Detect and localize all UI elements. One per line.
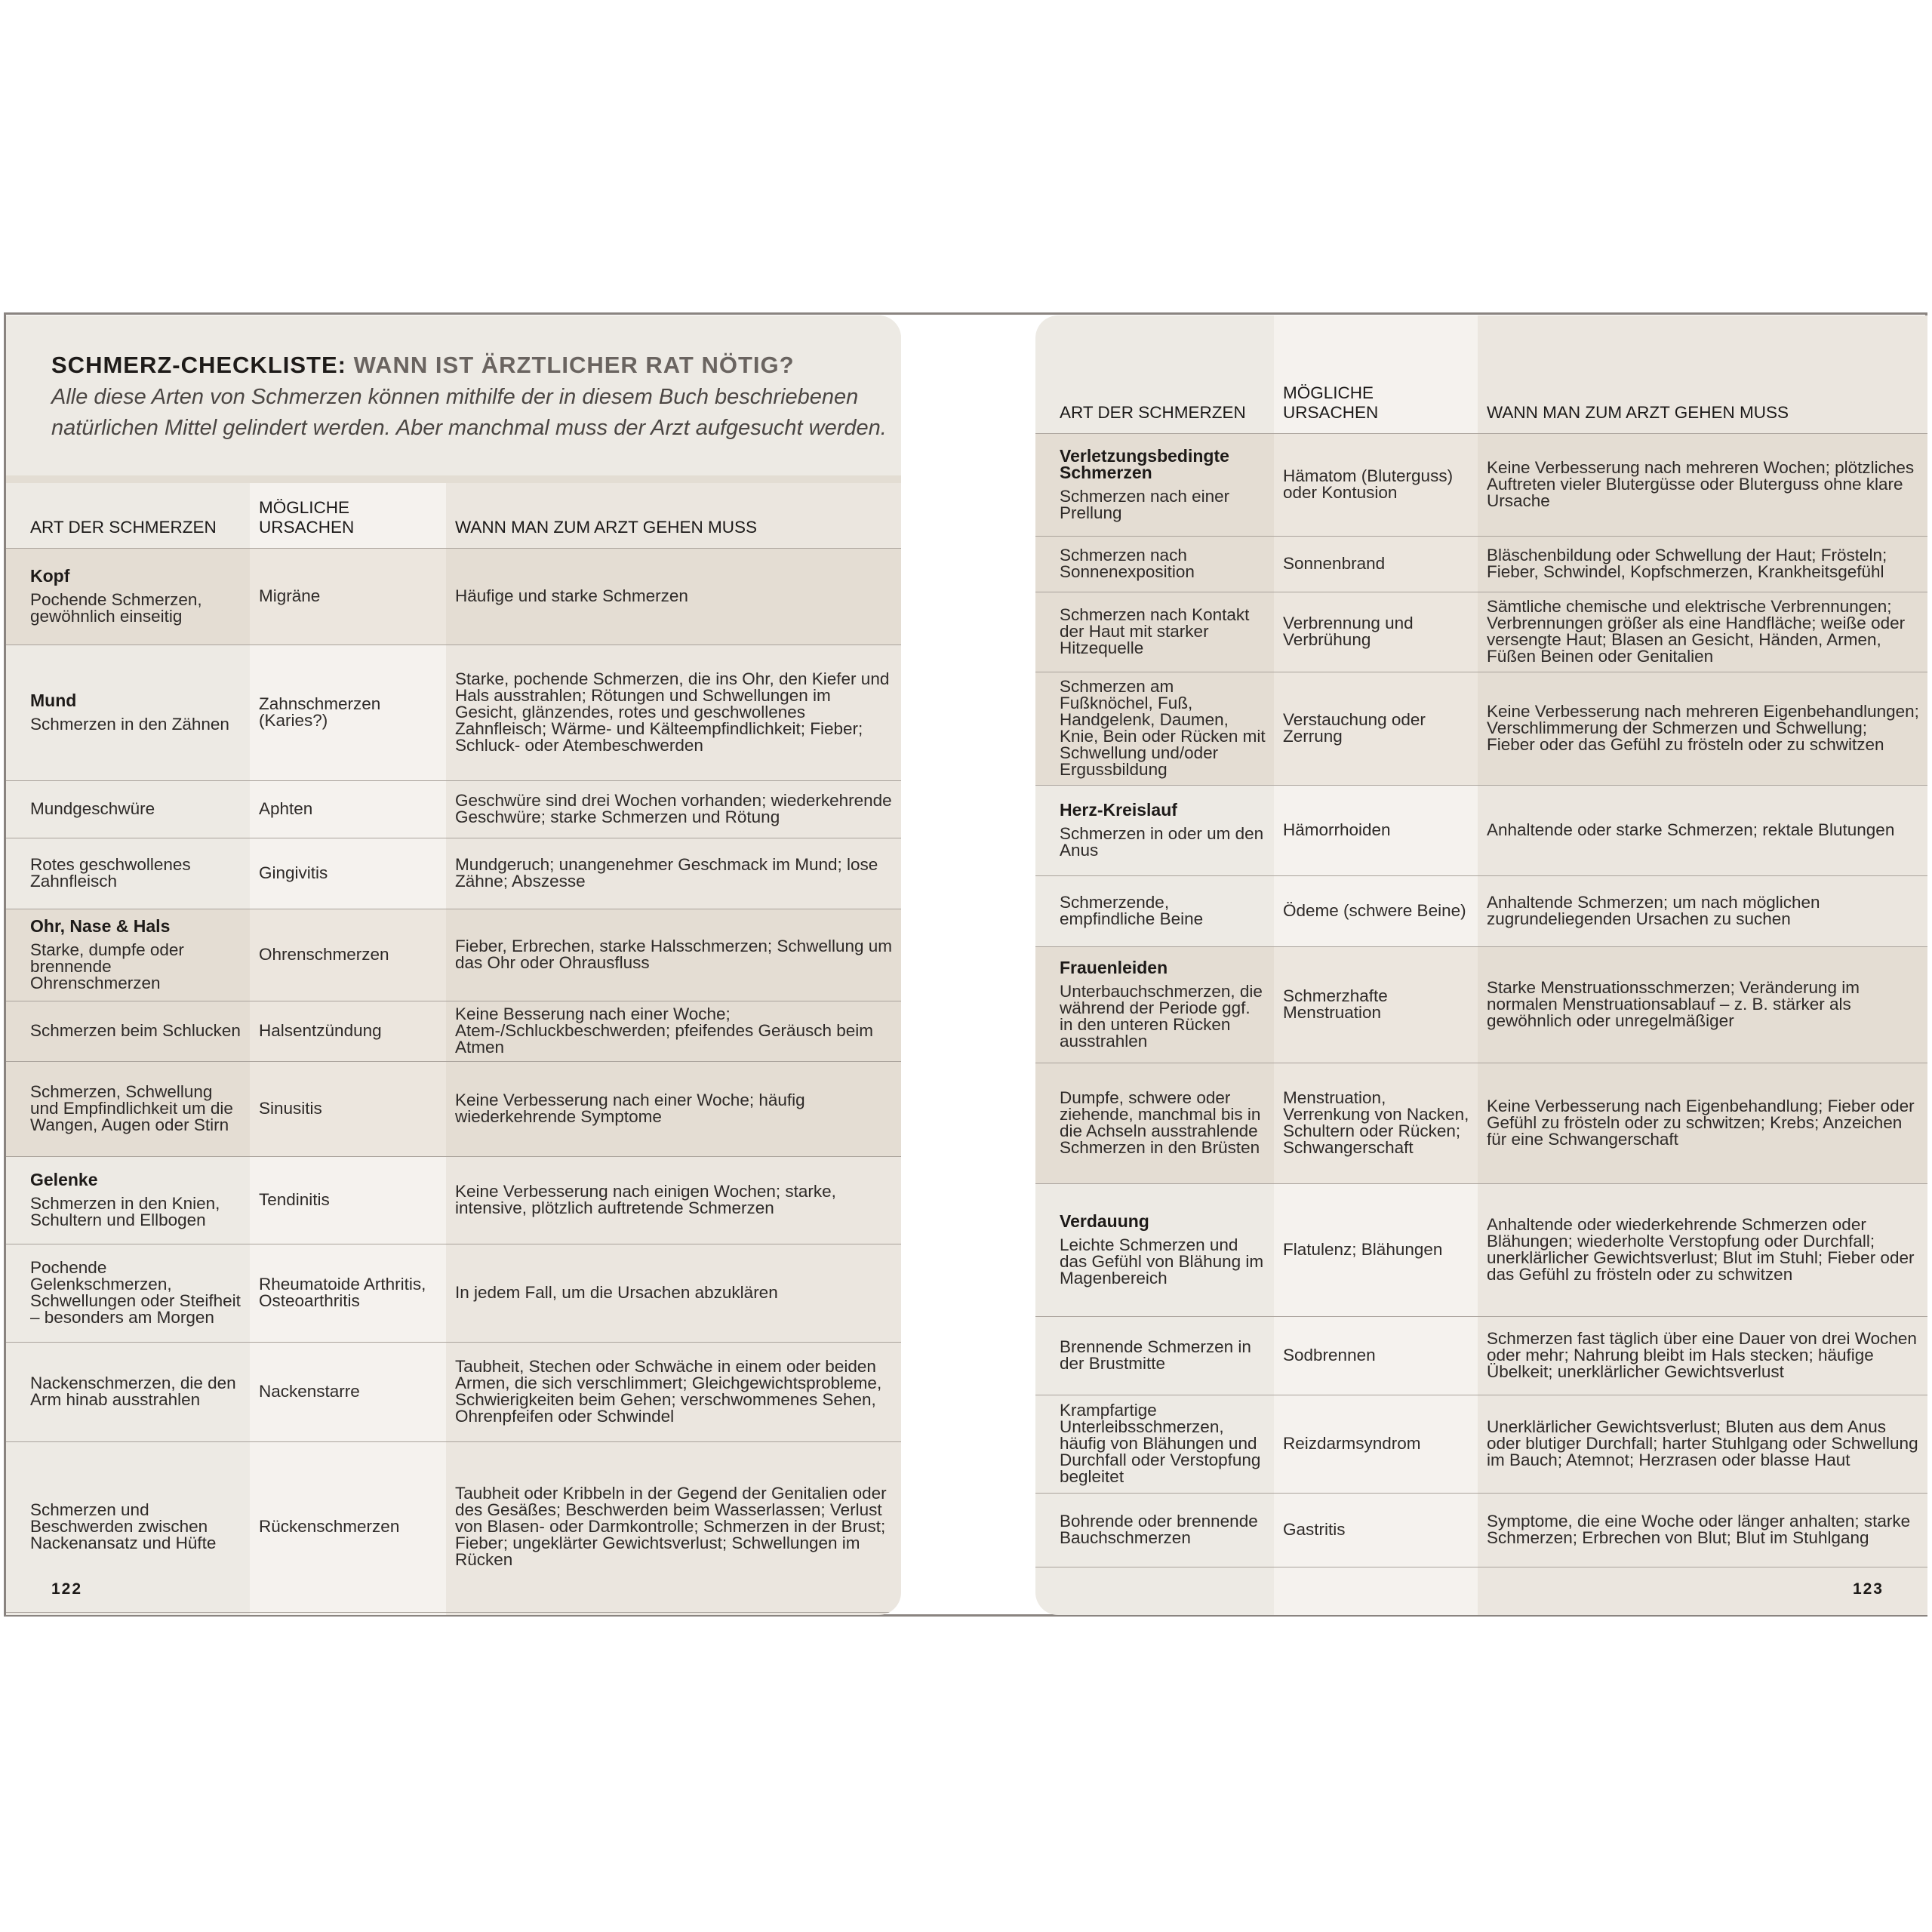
cell-arzt: Fieber, Erbrechen, starke Halsschmerzen; Schwellung um das Ohr oder Ohrausfluss — [446, 909, 901, 1001]
cell-art — [6, 780, 250, 838]
cell-arzt: Sämtliche chemische und elektrische Verbrennungen; Verbrennungen größer als eine Handfläche; weiße oder versengte Haut; Blasen an Gesicht, Händen, Armen, Füßen Beinen oder Genitalien — [1478, 592, 1927, 672]
category-label: Verletzungsbedingte Schmerzen — [1060, 446, 1229, 482]
page-number-right: 123 — [1852, 1580, 1884, 1598]
cell-ursache: Ohrenschmerzen — [250, 909, 446, 1001]
category-label: Frauenleiden — [1060, 958, 1168, 977]
table-header-row — [6, 483, 901, 548]
cell-ursache: Hämorrhoiden — [1274, 785, 1478, 875]
cell-art — [6, 1244, 250, 1342]
cell-ursache: Verbrennung und Verbrühung — [1274, 592, 1478, 672]
cell-ursache: Gastritis — [1274, 1493, 1478, 1567]
cell-arzt: Keine Verbesserung nach mehreren Eigenbehandlungen; Verschlimmerung der Schmerzen und Schwellung; Fieber oder das Gefühl zu frösteln oder zu schwitzen — [1478, 672, 1927, 785]
cell-ursache: Sonnenbrand — [1274, 536, 1478, 592]
page-title — [51, 350, 901, 380]
cell-art — [6, 1001, 250, 1061]
pain-type-text: Nackenschmerzen, die den Arm hinab ausstrahlen — [30, 1374, 236, 1409]
pain-type-text: Schmerzen, Schwellung und Empfindlichkeit um die Wangen, Augen oder Stirn — [30, 1082, 233, 1134]
right-pain-table — [1035, 315, 1927, 1567]
category-label: Mund — [30, 691, 77, 710]
pain-type-text: Bohrende oder brennende Bauchschmerzen — [1060, 1512, 1258, 1547]
table-row — [1035, 672, 1927, 785]
category-label: Herz-Kreislauf — [1060, 800, 1177, 820]
cell-ursache: Sodbrennen — [1274, 1316, 1478, 1395]
cell-art — [1035, 536, 1274, 592]
right-page — [1035, 315, 1927, 1615]
header-arzt: WANN MAN ZUM ARZT GEHEN MUSS — [446, 483, 901, 548]
cell-arzt: In jedem Fall, um die Ursachen abzuklären — [446, 1244, 901, 1342]
header-ursachen: MÖGLICHE URSACHEN — [250, 483, 446, 548]
cell-ursache: Schmerzhafte Menstruation — [1274, 946, 1478, 1063]
cell-art — [1035, 875, 1274, 946]
cell-art — [1035, 592, 1274, 672]
cell-art — [6, 1061, 250, 1156]
cell-ursache: Reizdarmsyndrom — [1274, 1395, 1478, 1493]
table-row — [6, 780, 901, 838]
table-row — [6, 1342, 901, 1441]
category-label: Gelenke — [30, 1170, 98, 1189]
pain-type-text: Schmerzen am Fußknöchel, Fuß, Handgelenk, Daumen, Knie, Bein oder Rücken mit Schwellung und/oder Ergussbildung — [1060, 677, 1266, 779]
pain-type-text: Schmerzen und Beschwerden zwischen Nackenansatz und Hüfte — [30, 1500, 217, 1552]
cell-art — [1035, 672, 1274, 785]
cell-arzt: Anhaltende Schmerzen; um nach möglichen zugrundeliegenden Ursachen zu suchen — [1478, 875, 1927, 946]
pain-type-text: Krampfartige Unterleibsschmerzen, häufig von Blähungen und Durchfall oder Verstopfung begleitet — [1060, 1401, 1261, 1486]
cell-ursache: Menstruation, Verrenkung von Nacken, Schultern oder Rücken; Schwangerschaft — [1274, 1063, 1478, 1183]
pain-type-text: Pochende Schmerzen, gewöhnlich einseitig — [30, 590, 202, 626]
cell-art — [1035, 1316, 1274, 1395]
cell-arzt: Starke Menstruationsschmerzen; Veränderung im normalen Menstruationsablauf – z. B. stärker als gewöhnlich oder unregelmäßiger — [1478, 946, 1927, 1063]
cell-arzt: Keine Verbesserung nach mehreren Wochen; plötzliches Auftreten vieler Blutergüsse oder Bluterguss ohne klare Ursache — [1478, 433, 1927, 536]
table-row — [1035, 1183, 1927, 1316]
cell-art — [1035, 1183, 1274, 1316]
left-page — [6, 315, 901, 1615]
pain-type-text: Schmerzen nach einer Prellung — [1060, 487, 1230, 522]
table-row — [6, 548, 901, 645]
cell-ursache: Rheumatoide Arthritis, Osteoarthritis — [250, 1244, 446, 1342]
cell-ursache: Tendinitis — [250, 1156, 446, 1244]
cell-art — [6, 909, 250, 1001]
pain-type-text: Schmerzen in oder um den Anus — [1060, 824, 1264, 860]
table-row — [6, 1441, 901, 1612]
cell-arzt: Anhaltende oder starke Schmerzen; rektale Blutungen — [1478, 785, 1927, 875]
pain-type-text: Mundgeschwüre — [30, 799, 155, 818]
page-subtitle: Alle diese Arten von Schmerzen können mithilfe der in diesem Buch beschriebenen natürlichen Mittel gelindert werden. Aber manchmal muss der Arzt aufgesucht werden. — [51, 385, 887, 440]
cell-arzt: Mundgeruch; unangenehmer Geschmack im Mund; lose Zähne; Abszesse — [446, 838, 901, 909]
cell-arzt: Bläschenbildung oder Schwellung der Haut; Frösteln; Fieber, Schwindel, Kopfschmerzen, Krankheitsgefühl — [1478, 536, 1927, 592]
cell-arzt: Geschwüre sind drei Wochen vorhanden; wiederkehrende Geschwüre; starke Schmerzen und Rötung — [446, 780, 901, 838]
cell-ursache: Rückenschmerzen — [250, 1441, 446, 1612]
cell-art — [6, 1441, 250, 1612]
cell-arzt: Starke, pochende Schmerzen, die ins Ohr, den Kiefer und Hals ausstrahlen; Rötungen und Schwellungen im Gesicht, glänzendes, rotes und geschwollenes Zahnfleisch; Wärme- und Kälteempfindlichkeit; Fieber; Schluck- oder Atembeschwerden — [446, 645, 901, 780]
table-row — [1035, 875, 1927, 946]
pain-type-text: Dumpfe, schwere oder ziehende, manchmal bis in die Achseln ausstrahlende Schmerzen in den Brüsten — [1060, 1088, 1261, 1157]
cell-arzt: Häufige und starke Schmerzen — [446, 548, 901, 645]
table-row — [6, 1156, 901, 1244]
cell-art — [1035, 946, 1274, 1063]
table-row — [6, 909, 901, 1001]
pain-type-text: Schmerzen beim Schlucken — [30, 1021, 241, 1040]
cell-arzt: Keine Besserung nach einer Woche; Atem-/Schluckbeschwerden; pfeifendes Geräusch beim Atmen — [446, 1001, 901, 1061]
pain-type-text: Schmerzende, empfindliche Beine — [1060, 893, 1204, 928]
header-art: ART DER SCHMERZEN — [6, 483, 250, 548]
pain-type-text: Starke, dumpfe oder brennende Ohrenschmerzen — [30, 940, 184, 992]
table-row — [1035, 536, 1927, 592]
table-row — [6, 838, 901, 909]
pain-type-text: Brennende Schmerzen in der Brustmitte — [1060, 1337, 1251, 1373]
cell-arzt: Taubheit, Stechen oder Schwäche in einem oder beiden Armen, die sich verschlimmert; Gleichgewichtsprobleme, Schwierigkeiten beim Gehen; verschwommenes Sehen, Ohrenpfeifen oder Schwindel — [446, 1342, 901, 1441]
page-number-left: 122 — [51, 1580, 83, 1598]
table-header-row — [1035, 315, 1927, 433]
pain-type-text: Rotes geschwollenes Zahnfleisch — [30, 855, 191, 891]
table-row — [1035, 433, 1927, 536]
table-row — [6, 1001, 901, 1061]
cell-arzt: Unerklärlicher Gewichtsverlust; Bluten aus dem Anus oder blutiger Durchfall; harter Stuhlgang oder Schwellung im Bauch; Atemnot; Herzrasen oder blasse Haut — [1478, 1395, 1927, 1493]
cell-art — [6, 1342, 250, 1441]
cell-arzt: Keine Verbesserung nach Eigenbehandlung; Fieber oder Gefühl zu frösteln oder zu schwitzen; Krebs; Anzeichen für eine Schwangerschaft — [1478, 1063, 1927, 1183]
cell-ursache: Halsentzündung — [250, 1001, 446, 1061]
title-main: SCHMERZ-CHECKLISTE: — [51, 352, 346, 378]
cell-ursache: Gingivitis — [250, 838, 446, 909]
pain-type-text: Leichte Schmerzen und das Gefühl von Blähung im Magenbereich — [1060, 1235, 1264, 1287]
cell-ursache: Sinusitis — [250, 1061, 446, 1156]
cell-art — [6, 838, 250, 909]
cell-ursache: Nackenstarre — [250, 1342, 446, 1441]
title-separator — [6, 475, 901, 483]
table-row — [1035, 1063, 1927, 1183]
category-label: Verdauung — [1060, 1211, 1149, 1231]
cell-art — [6, 548, 250, 645]
cell-arzt: Keine Verbesserung nach einer Woche; häufig wiederkehrende Symptome — [446, 1061, 901, 1156]
table-row — [6, 645, 901, 780]
table-row — [1035, 1316, 1927, 1395]
table-row — [6, 1061, 901, 1156]
header-art: ART DER SCHMERZEN — [1035, 315, 1274, 433]
table-row — [1035, 1395, 1927, 1493]
cell-ursache: Migräne — [250, 548, 446, 645]
cell-art — [1035, 1395, 1274, 1493]
cell-arzt: Symptome, die eine Woche oder länger anhalten; starke Schmerzen; Erbrechen von Blut; Blut im Stuhlgang — [1478, 1493, 1927, 1567]
cell-arzt: Taubheit oder Kribbeln in der Gegend der Genitalien oder des Gesäßes; Beschwerden beim Wasserlassen; Verlust von Blasen- oder Darmkontrolle; Schmerzen in der Brust; Fieber; ungeklärter Gewichtsverlust; Schwellungen im Rücken — [446, 1441, 901, 1612]
category-label: Kopf — [30, 566, 70, 586]
category-label: Ohr, Nase & Hals — [30, 916, 171, 936]
header-ursachen: MÖGLICHE URSACHEN — [1274, 315, 1478, 433]
pain-type-text: Schmerzen in den Knien, Schultern und Ellbogen — [30, 1194, 220, 1229]
cell-art — [6, 645, 250, 780]
pain-type-text: Schmerzen in den Zähnen — [30, 715, 229, 734]
pain-type-text: Schmerzen nach Kontakt der Haut mit starker Hitzequelle — [1060, 605, 1250, 657]
cell-ursache: Ödeme (schwere Beine) — [1274, 875, 1478, 946]
table-row — [1035, 592, 1927, 672]
table-row — [1035, 785, 1927, 875]
cell-ursache: Flatulenz; Blähungen — [1274, 1183, 1478, 1316]
cell-art — [1035, 433, 1274, 536]
cell-ursache: Verstauchung oder Zerrung — [1274, 672, 1478, 785]
cell-ursache: Hämatom (Bluterguss) oder Kontusion — [1274, 433, 1478, 536]
title-block — [6, 315, 901, 475]
pain-type-text: Schmerzen nach Sonnenexposition — [1060, 546, 1195, 581]
pain-type-text: Unterbauchschmerzen, die während der Periode ggf. in den unteren Rücken ausstrahlen — [1060, 982, 1263, 1051]
pain-type-text: Pochende Gelenkschmerzen, Schwellungen oder Steifheit – besonders am Morgen — [30, 1258, 241, 1327]
left-pain-table — [6, 483, 901, 1613]
header-arzt: WANN MAN ZUM ARZT GEHEN MUSS — [1478, 315, 1927, 433]
cell-ursache: Zahnschmerzen (Karies?) — [250, 645, 446, 780]
cell-art — [1035, 1493, 1274, 1567]
cell-arzt: Anhaltende oder wiederkehrende Schmerzen oder Blähungen; wiederholte Verstopfung oder Durchfall; unerklärlicher Gewichtsverlust; Blut im Stuhl; Fieber oder das Gefühl zu frösteln oder zu schwitzen — [1478, 1183, 1927, 1316]
cell-art — [6, 1156, 250, 1244]
table-row — [1035, 1493, 1927, 1567]
cell-ursache: Aphten — [250, 780, 446, 838]
cell-arzt: Schmerzen fast täglich über eine Dauer von drei Wochen oder mehr; Nahrung bleibt im Hals stecken; häufige Übelkeit; unerklärlicher Gewichtsverlust — [1478, 1316, 1927, 1395]
cell-art — [1035, 1063, 1274, 1183]
cell-art — [1035, 785, 1274, 875]
cell-arzt: Keine Verbesserung nach einigen Wochen; starke, intensive, plötzlich auftretende Schmerzen — [446, 1156, 901, 1244]
table-row — [1035, 946, 1927, 1063]
title-accent: WANN IST ÄRZTLICHER RAT NÖTIG? — [346, 352, 795, 378]
table-row — [6, 1244, 901, 1342]
